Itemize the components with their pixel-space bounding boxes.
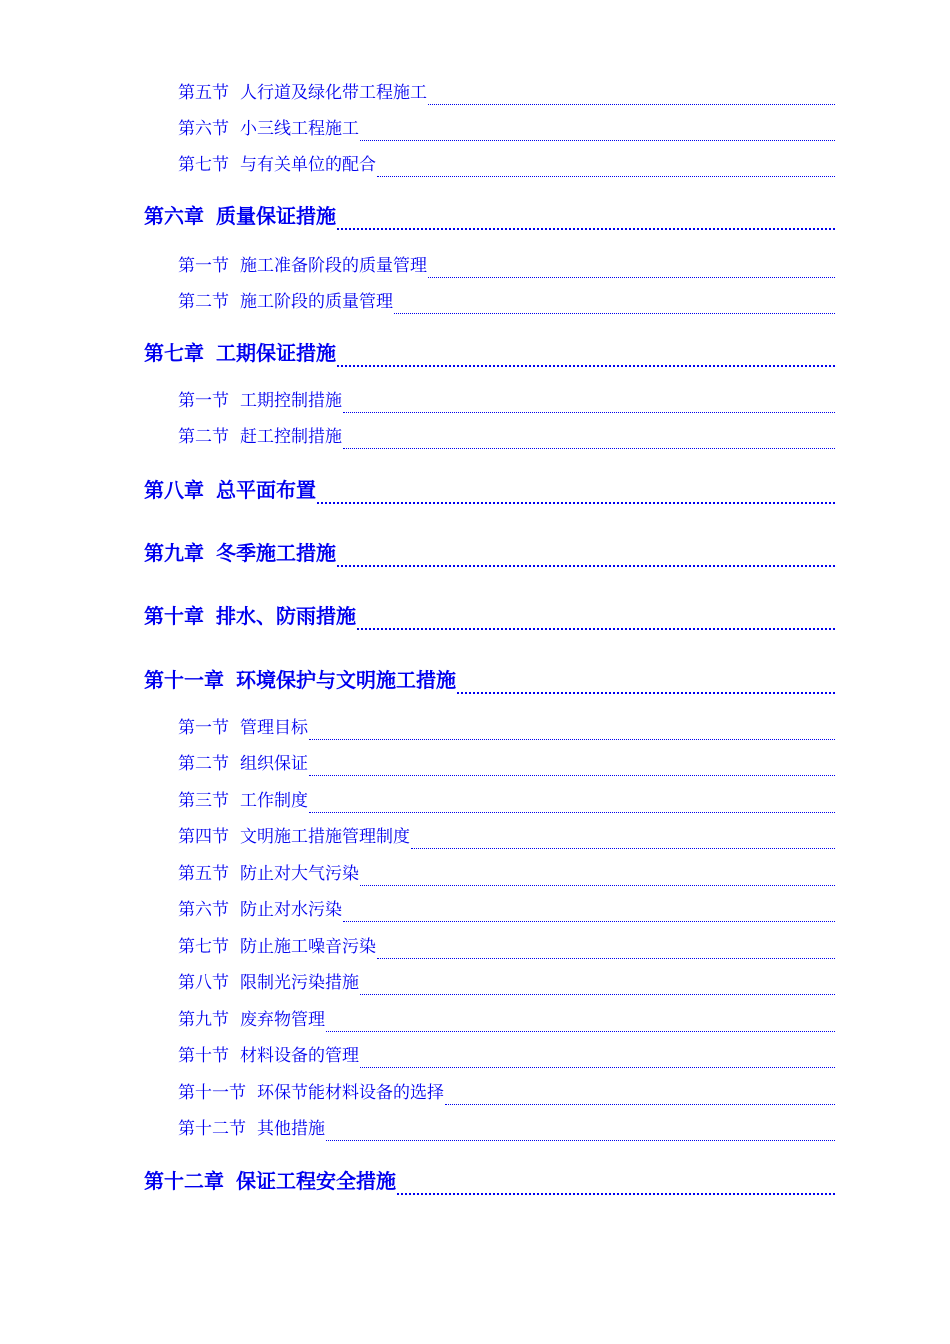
dot-leader	[360, 879, 835, 886]
toc-section-entry[interactable]	[178, 1117, 835, 1141]
toc-entry-title: 小三线工程施工	[240, 119, 359, 139]
dot-leader	[309, 806, 835, 813]
toc-entry-number: 第一节	[178, 718, 229, 738]
toc-entry-number: 第六节	[178, 900, 229, 920]
toc-entry-title: 质量保证措施	[216, 204, 336, 228]
toc-entry-number: 第十二章	[144, 1169, 224, 1193]
toc-entry-title: 赶工控制措施	[240, 427, 342, 447]
toc-chapter-entry[interactable]	[144, 202, 835, 230]
toc-entry-title: 与有关单位的配合	[240, 155, 376, 175]
toc-entry-number: 第九节	[178, 1010, 229, 1030]
dot-leader	[343, 406, 835, 413]
dot-leader	[357, 621, 835, 630]
toc-section-entry[interactable]	[178, 81, 835, 105]
toc-section-entry[interactable]	[178, 935, 835, 959]
dot-leader	[377, 170, 835, 177]
toc-entry-number: 第一节	[178, 391, 229, 411]
dot-leader	[457, 685, 835, 694]
toc-chapter-entry[interactable]	[144, 602, 835, 630]
toc-section-entry[interactable]	[178, 389, 835, 413]
dot-leader	[397, 1186, 835, 1195]
toc-chapter-entry[interactable]	[144, 339, 835, 367]
toc-entry-title: 冬季施工措施	[216, 541, 336, 565]
toc-section-entry[interactable]	[178, 716, 835, 740]
toc-section-entry[interactable]	[178, 425, 835, 449]
toc-entry-title: 限制光污染措施	[240, 973, 359, 993]
toc-entry-number: 第十二节	[178, 1119, 246, 1139]
toc-entry-title: 废弃物管理	[240, 1010, 325, 1030]
toc-section-entry[interactable]	[178, 254, 835, 278]
toc-entry-number: 第二节	[178, 427, 229, 447]
toc-entry-number: 第六章	[144, 204, 204, 228]
toc-chapter-entry[interactable]	[144, 539, 835, 567]
toc-entry-title: 其他措施	[257, 1119, 325, 1139]
dot-leader	[309, 733, 835, 740]
toc-chapter-entry[interactable]	[144, 1167, 835, 1195]
toc-section-entry[interactable]	[178, 1008, 835, 1032]
toc-entry-title: 工作制度	[240, 791, 308, 811]
dot-leader	[343, 915, 835, 922]
toc-entry-title: 工期控制措施	[240, 391, 342, 411]
toc-entry-number: 第十一节	[178, 1083, 246, 1103]
toc-entry-title: 排水、防雨措施	[216, 604, 356, 628]
toc-entry-number: 第九章	[144, 541, 204, 565]
toc-section-entry[interactable]	[178, 898, 835, 922]
dot-leader	[337, 221, 835, 230]
toc-section-entry[interactable]	[178, 117, 835, 141]
dot-leader	[445, 1098, 835, 1105]
toc-entry-title: 防止对大气污染	[240, 864, 359, 884]
toc-entry-number: 第十一章	[144, 668, 224, 692]
dot-leader	[317, 495, 835, 504]
toc-entry-title: 工期保证措施	[216, 341, 336, 365]
toc-entry-number: 第七节	[178, 155, 229, 175]
dot-leader	[337, 358, 835, 367]
toc-section-entry[interactable]	[178, 290, 835, 314]
dot-leader	[377, 952, 835, 959]
toc-section-entry[interactable]	[178, 825, 835, 849]
toc-entry-number: 第十节	[178, 1046, 229, 1066]
dot-leader	[428, 98, 835, 105]
dot-leader	[394, 307, 835, 314]
toc-entry-title: 文明施工措施管理制度	[240, 827, 410, 847]
toc-entry-number: 第六节	[178, 119, 229, 139]
toc-section-entry[interactable]	[178, 752, 835, 776]
toc-entry-number: 第五节	[178, 83, 229, 103]
dot-leader	[360, 988, 835, 995]
dot-leader	[326, 1134, 835, 1141]
toc-entry-number: 第三节	[178, 791, 229, 811]
toc-chapter-entry[interactable]	[144, 476, 835, 504]
dot-leader	[360, 134, 835, 141]
toc-entry-title: 人行道及绿化带工程施工	[240, 83, 427, 103]
toc-entry-number: 第十章	[144, 604, 204, 628]
toc-entry-title: 总平面布置	[216, 478, 316, 502]
dot-leader	[309, 769, 835, 776]
toc-section-entry[interactable]	[178, 1081, 835, 1105]
toc-section-entry[interactable]	[178, 862, 835, 886]
dot-leader	[360, 1061, 835, 1068]
toc-section-entry[interactable]	[178, 1044, 835, 1068]
toc-entry-title: 防止施工噪音污染	[240, 937, 376, 957]
toc-entry-number: 第七章	[144, 341, 204, 365]
toc-entry-title: 施工准备阶段的质量管理	[240, 256, 427, 276]
dot-leader	[326, 1025, 835, 1032]
toc-entry-number: 第四节	[178, 827, 229, 847]
toc-section-entry[interactable]	[178, 153, 835, 177]
toc-entry-title: 管理目标	[240, 718, 308, 738]
dot-leader	[337, 558, 835, 567]
dot-leader	[428, 271, 835, 278]
toc-entry-title: 材料设备的管理	[240, 1046, 359, 1066]
toc-entry-number: 第一节	[178, 256, 229, 276]
toc-entry-title: 环保节能材料设备的选择	[257, 1083, 444, 1103]
toc-entry-number: 第八节	[178, 973, 229, 993]
toc-entry-title: 防止对水污染	[240, 900, 342, 920]
toc-section-entry[interactable]	[178, 789, 835, 813]
toc-entry-title: 环境保护与文明施工措施	[236, 668, 456, 692]
toc-entry-title: 组织保证	[240, 754, 308, 774]
toc-entry-number: 第七节	[178, 937, 229, 957]
dot-leader	[411, 842, 835, 849]
toc-chapter-entry[interactable]	[144, 666, 835, 694]
dot-leader	[343, 442, 835, 449]
toc-entry-title: 保证工程安全措施	[236, 1169, 396, 1193]
toc-entry-title: 施工阶段的质量管理	[240, 292, 393, 312]
toc-entry-number: 第五节	[178, 864, 229, 884]
toc-entry-number: 第二节	[178, 292, 229, 312]
toc-section-entry[interactable]	[178, 971, 835, 995]
toc-entry-number: 第八章	[144, 478, 204, 502]
toc-entry-number: 第二节	[178, 754, 229, 774]
